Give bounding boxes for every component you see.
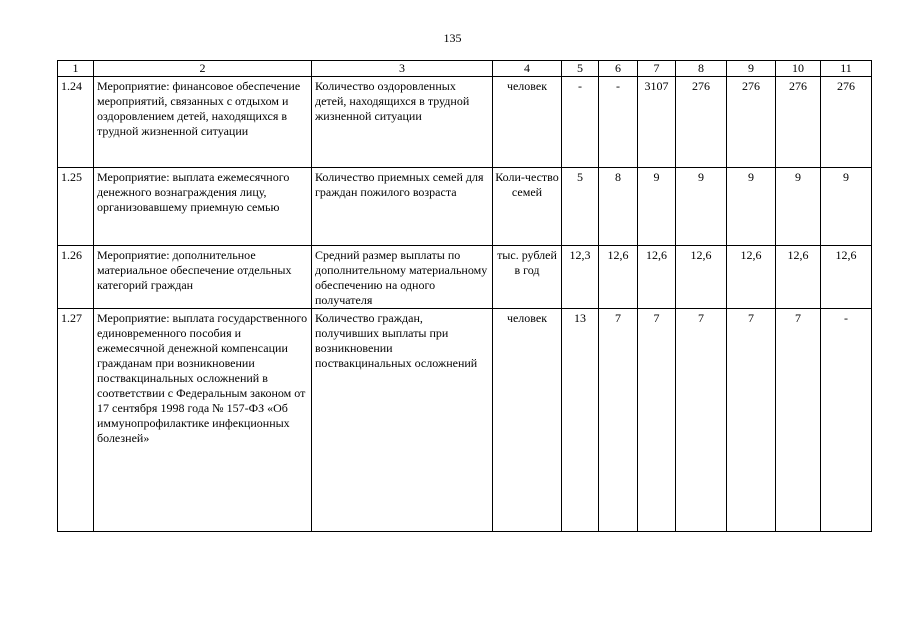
row-number: 1.25 <box>58 168 94 246</box>
value-cell: 276 <box>727 77 776 168</box>
col-header-7: 7 <box>638 61 676 77</box>
value-cell: 12,6 <box>599 246 638 309</box>
value-cell: 12,6 <box>776 246 821 309</box>
table-row <box>58 309 872 532</box>
value-cell: 9 <box>676 168 727 246</box>
measure-cell: Мероприятие: выплата государственного единовременного пособия и ежемесячной денежной компенсации гражданам при возникновении поствакцинальных осложнений в соответствии с Федеральным законом от 17 сентября 1998 года № 157-ФЗ «Об иммунопрофилактике инфекционных болезней» <box>94 309 312 532</box>
value-cell: 276 <box>821 77 872 168</box>
unit-cell: тыс. рублей в год <box>493 246 562 309</box>
col-header-1: 1 <box>58 61 94 77</box>
value-cell: 12,6 <box>821 246 872 309</box>
value-cell: 7 <box>676 309 727 532</box>
table-row <box>58 246 872 309</box>
col-header-5: 5 <box>562 61 599 77</box>
value-cell: 12,3 <box>562 246 599 309</box>
value-cell: 12,6 <box>727 246 776 309</box>
col-header-10: 10 <box>776 61 821 77</box>
col-header-9: 9 <box>727 61 776 77</box>
col-header-8: 8 <box>676 61 727 77</box>
col-header-3: 3 <box>312 61 493 77</box>
value-cell: 9 <box>727 168 776 246</box>
measure-cell: Мероприятие: финансовое обеспечение мероприятий, связанных с отдыхом и оздоровлением детей, находящихся в трудной жизненной ситуации <box>94 77 312 168</box>
table-row <box>58 77 872 168</box>
header-row <box>58 61 872 77</box>
row-number: 1.27 <box>58 309 94 532</box>
col-header-4: 4 <box>493 61 562 77</box>
value-cell: 9 <box>821 168 872 246</box>
value-cell: 7 <box>599 309 638 532</box>
value-cell: 12,6 <box>676 246 727 309</box>
value-cell: 9 <box>776 168 821 246</box>
col-header-2: 2 <box>94 61 312 77</box>
indicator-cell: Количество приемных семей для граждан пожилого возраста <box>312 168 493 246</box>
value-cell: 276 <box>676 77 727 168</box>
value-cell: 9 <box>638 168 676 246</box>
indicator-cell: Количество оздоровленных детей, находящихся в трудной жизненной ситуации <box>312 77 493 168</box>
unit-cell: Коли-чество семей <box>493 168 562 246</box>
value-cell: 276 <box>776 77 821 168</box>
value-cell: 7 <box>727 309 776 532</box>
value-cell: 8 <box>599 168 638 246</box>
value-cell: - <box>821 309 872 532</box>
unit-cell: человек <box>493 309 562 532</box>
value-cell: 13 <box>562 309 599 532</box>
table-row <box>58 168 872 246</box>
value-cell: - <box>599 77 638 168</box>
value-cell: 12,6 <box>638 246 676 309</box>
value-cell: 7 <box>776 309 821 532</box>
value-cell: 3107 <box>638 77 676 168</box>
indicators-table <box>57 60 872 532</box>
measure-cell: Мероприятие: дополнительное материальное обеспечение отдельных категорий граждан <box>94 246 312 309</box>
unit-cell: человек <box>493 77 562 168</box>
indicator-cell: Средний размер выплаты по дополнительному материальному обеспечению на одного получателя <box>312 246 493 309</box>
row-number: 1.26 <box>58 246 94 309</box>
value-cell: 5 <box>562 168 599 246</box>
col-header-11: 11 <box>821 61 872 77</box>
indicator-cell: Количество граждан, получивших выплаты при возникновении поствакцинальных осложнений <box>312 309 493 532</box>
row-number: 1.24 <box>58 77 94 168</box>
page-number: 135 <box>443 31 462 45</box>
col-header-6: 6 <box>599 61 638 77</box>
measure-cell: Мероприятие: выплата ежемесячного денежного вознаграждения лицу, организовавшему приемную семью <box>94 168 312 246</box>
value-cell: - <box>562 77 599 168</box>
value-cell: 7 <box>638 309 676 532</box>
